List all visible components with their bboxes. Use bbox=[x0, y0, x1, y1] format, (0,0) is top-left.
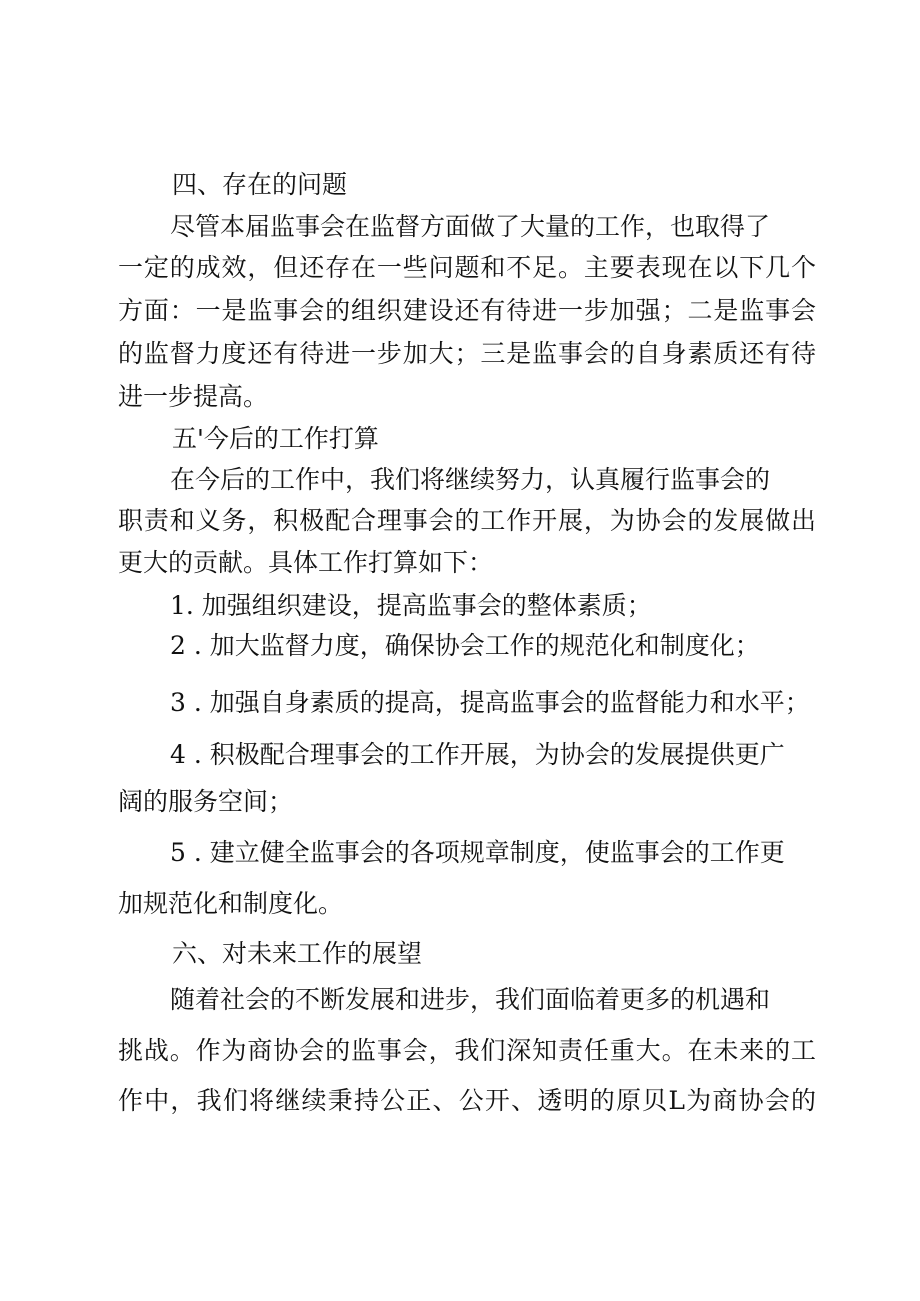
paragraph-line: 方面：一是监事会的组织建设还有待进一步加强；二是监事会 bbox=[118, 296, 816, 325]
section-heading-4: 四、存在的问题 bbox=[172, 170, 348, 199]
list-item: 4 . 积极配合理事会的工作开展，为协会的发展提供更广 bbox=[170, 740, 785, 769]
list-item: 3 . 加强自身素质的提高，提高监事会的监督能力和水平； bbox=[170, 688, 810, 717]
paragraph-line: 随着社会的不断发展和进步，我们面临着更多的机遇和 bbox=[170, 985, 771, 1014]
paragraph-line: 作中，我们将继续秉持公正、公开、透明的原贝L为商协会的 bbox=[118, 1086, 816, 1115]
list-item-continuation: 加规范化和制度化。 bbox=[118, 889, 344, 918]
list-item: 1. 加强组织建设，提高监事会的整体素质； bbox=[170, 591, 652, 620]
list-item-continuation: 阔的服务空间； bbox=[118, 787, 294, 816]
list-item: 5 . 建立健全监事会的各项规章制度，使监事会的工作更 bbox=[170, 838, 785, 867]
section-heading-6: 六、对未来工作的展望 bbox=[172, 939, 423, 968]
paragraph-line: 的监督力度还有待进一步加大；三是监事会的自身素质还有待 bbox=[118, 339, 816, 368]
paragraph-line: 职责和义务，积极配合理事会的工作开展，为协会的发展做出 bbox=[118, 506, 816, 535]
paragraph-line: 进一步提高。 bbox=[118, 382, 269, 411]
paragraph-line: 尽管本届监事会在监督方面做了大量的工作，也取得了 bbox=[170, 212, 771, 241]
paragraph-line: 更大的贡献。具体工作打算如下： bbox=[118, 548, 494, 577]
paragraph-line: 一定的成效，但还存在一些问题和不足。主要表现在以下几个 bbox=[118, 253, 816, 282]
list-item: 2 . 加大监督力度，确保协会工作的规范化和制度化； bbox=[170, 631, 760, 660]
section-heading-5: 五'今后的工作打算 bbox=[172, 424, 379, 453]
paragraph-line: 挑战。作为商协会的监事会，我们深知责任重大。在未来的工 bbox=[118, 1036, 816, 1065]
paragraph-line: 在今后的工作中，我们将继续努力，认真履行监事会的 bbox=[170, 465, 771, 494]
